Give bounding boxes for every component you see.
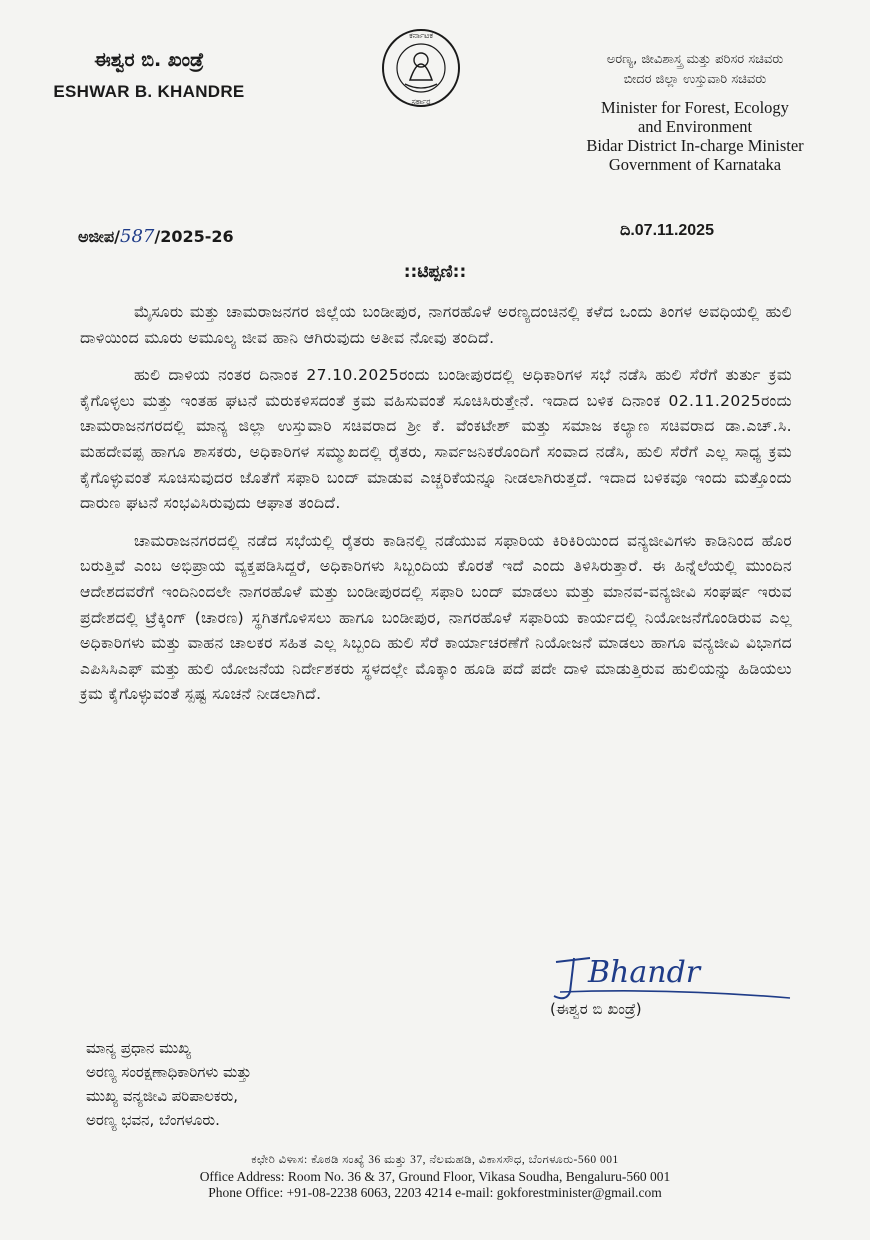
footer-kannada-address: ಕಛೇರಿ ವಿಳಾಸ: ಕೊಠಡಿ ಸಂಖ್ಯೆ 36 ಮತ್ತು 37, ನೆಲಮಹಡಿ, ವಿಕಾಸಸೌಧ, ಬೆಂಗಳೂರು-560 001 (251, 1154, 619, 1166)
emblem-top-text: ಕರ್ನಾಟಕ (409, 31, 433, 40)
addressee-block (86, 1036, 251, 1132)
designation-kannada-2: ಬೀದರ ಜಿಲ್ಲಾ ಉಸ್ತುವಾರಿ ಸಚಿವರು (623, 72, 767, 87)
emblem-bottom-text: ಸರ್ಕಾರ (411, 97, 431, 106)
addressee-line: ಮಾನ್ಯ ಪ್ರಧಾನ ಮುಖ್ಯ (86, 1039, 192, 1057)
reference-number (78, 226, 234, 247)
addressee-line: ಅರಣ್ಯ ಭವನ, ಬೆಂಗಳೂರು. (86, 1111, 220, 1129)
body-paragraph: ಚಾಮರಾಜನಗರದಲ್ಲಿ ನಡೆದ ಸಭೆಯಲ್ಲಿ ರೈತರು ಕಾಡಿನಲ್ಲಿ ನಡೆಯುವ ಸಫಾರಿಯ ಕಿರಿಕಿರಿಯಿಂದ ವನ್ಯಜೀವಿಗಳು ಕಾಡಿನಿಂದ ಹೊರ ಬರುತ್ತಿವೆ ಎಂಬ ಅಭಿಪ್ರಾಯ ವ್ಯಕ್ತಪಡಿಸಿದ್ದರೆ, ಅಧಿಕಾರಿಗಳು ಸಿಬ್ಬಂದಿಯ ಕೊರತೆ ಇದೆ ಎಂದು ತಿಳಿಸಿರುತ್ತಾರೆ. ಈ ಹಿನ್ನೆಲೆಯಲ್ಲಿ ಮುಂದಿನ ಆದೇಶದವರೆಗೆ ಇಂದಿನಿಂದಲೇ ನಾಗರಹೊಳೆ ಮತ್ತು ಬಂಡೀಪುರದಲ್ಲಿ ಸಫಾರಿ ಬಂದ್ ಮಾಡಲು ಮತ್ತು ಮಾನವ-ವನ್ಯಜೀವಿ ಸಂಘರ್ಷ ಇರುವ ಪ್ರದೇಶದಲ್ಲಿ ಟ್ರೆಕ್ಕಿಂಗ್ (ಚಾರಣ) ಸ್ಥಗಿತಗೊಳಿಸಲು ಹಾಗೂ ಬಂಡೀಪುರ, ನಾಗರಹೊಳೆ ಸಫಾರಿಯ ಕಾರ್ಯದಲ್ಲಿ ನಿಯೋಜನೆಗೊಂಡಿರುವ ಎಲ್ಲ ಅಧಿಕಾರಿಗಳು ಮತ್ತು ವಾಹನ ಚಾಲಕರ ಸಹಿತ ಎಲ್ಲ ಸಿಬ್ಬಂದಿ ಹುಲಿ ಸೆರೆ ಕಾರ್ಯಾಚರಣೆಗೆ ನಿಯೋಜನೆ ಮಾಡಲು ಹಾಗೂ ವನ್ಯಜೀವಿ ವಿಭಾಗದ ಎಪಿಸಿಸಿಎಫ್ ಮತ್ತು ಹುಲಿ ಯೋಜನೆಯ ನಿರ್ದೇಶಕರು ಸ್ಥಳದಲ್ಲೇ ಮೊಕ್ಕಾಂ ಹೂಡಿ ಪದೆ ಪದೇ ದಾಳಿ ಮಾಡುತ್ತಿರುವ ಹುಲಿಯನ್ನು ಹಿಡಿಯಲು ಕ್ರಮ ಕೈಗೊಳ್ಳುವಂತೆ ಸ್ಪಷ್ಟ ಸೂಚನೆ ನೀಡಲಾಗಿದೆ. (80, 531, 792, 704)
footer-phone-email: Phone Office: +91-08-2238 6063, 2203 4214 e-mail: gokforestminister@gmail.com (208, 1185, 662, 1200)
designation-english-1: Minister for Forest, Ecology (601, 98, 789, 117)
addressee-line: ಅರಣ್ಯ ಸಂರಕ್ಷಣಾಧಿಕಾರಿಗಳು ಮತ್ತು (86, 1063, 252, 1081)
minister-name-block (24, 48, 274, 102)
designation-english-4: Government of Karnataka (608, 155, 782, 174)
minister-name-english: ESHWAR B. KHANDRE (53, 82, 245, 101)
karnataka-emblem-icon (380, 18, 462, 118)
signature-icon (550, 948, 800, 1008)
body-paragraph: ಹುಲಿ ದಾಳಿಯ ನಂತರ ದಿನಾಂಕ 27.10.2025ರಂದು ಬಂಡೀಪುರದಲ್ಲಿ ಅಧಿಕಾರಿಗಳ ಸಭೆ ನಡೆಸಿ ಹುಲಿ ಸೆರೆಗೆ ತುರ್ತು ಕ್ರಮ ಕೈಗೊಳ್ಳಲು ಮತ್ತು ಇಂತಹ ಘಟನೆ ಮರುಕಳಿಸದಂತೆ ಕ್ರಮ ವಹಿಸುವಂತೆ ಸೂಚಿಸಿರುತ್ತೇನೆ. ಇದಾದ ಬಳಿಕ ದಿನಾಂಕ 02.11.2025ರಂದು ಚಾಮರಾಜನಗರದಲ್ಲಿ ಮಾನ್ಯ ಜಿಲ್ಲಾ ಉಸ್ತುವಾರಿ ಸಚಿವರಾದ ಶ್ರೀ ಕೆ. ವೆಂಕಟೇಶ್ ಮತ್ತು ಸಮಾಜ ಕಲ್ಯಾಣ ಸಚಿವರಾದ ಡಾ.ಎಚ್.ಸಿ. ಮಹದೇವಪ್ಪ ಹಾಗೂ ಶಾಸಕರು, ಅಧಿಕಾರಿಗಳ ಸಮ್ಮುಖದಲ್ಲಿ ರೈತರು, ಸಾರ್ವಜನಿಕರೊಂದಿಗೆ ಸಂವಾದ ನಡೆಸಿ, ಹುಲಿ ಸೆರೆಗೆ ಎಲ್ಲ ಸಾಧ್ಯ ಕ್ರಮ ಕೈಗೊಳ್ಳುವಂತೆ ಸೂಚಿಸುವುದರ ಜೊತೆಗೆ ಸಫಾರಿ ಬಂದ್ ಮಾಡುವ ಎಚ್ಚರಿಕೆಯನ್ನೂ ನೀಡಲಾಗಿರುತ್ತದೆ. ಇದಾದ ಬಳಿಕವೂ ಇಂದು ಮತ್ತೊಂದು ದಾರುಣ ಘಟನೆ ಸಂಭವಿಸಿರುವುದು ಆಘಾತ ತಂದಿದೆ. (80, 366, 792, 513)
body-paragraph: ಮೈಸೂರು ಮತ್ತು ಚಾಮರಾಜನಗರ ಜಿಲ್ಲೆಯ ಬಂಡೀಪುರ, ನಾಗರಹೊಳೆ ಅರಣ್ಯದಂಚಿನಲ್ಲಿ ಕಳೆದ ಒಂದು ತಿಂಗಳ ಅವಧಿಯಲ್ಲಿ ಹುಲಿ ದಾಳಿಯಿಂದ ಮೂರು ಅಮೂಲ್ಯ ಜೀವ ಹಾನಿ ಆಗಿರುವುದು ಅತೀವ ನೋವು ತಂದಿದೆ. (80, 303, 792, 347)
signature-text: Bhandr (588, 955, 701, 990)
reference-handwritten-number: 587 (120, 226, 155, 247)
letter-footer (0, 1152, 870, 1201)
designation-english-2: and Environment (637, 117, 753, 136)
letter-heading: ::ಟಿಪ್ಪಣಿ:: (403, 262, 467, 282)
minister-name-kannada: ಈಶ್ವರ ಬಿ. ಖಂಡ್ರೆ (94, 49, 204, 71)
addressee-line: ಮುಖ್ಯ ವನ್ಯಜೀವಿ ಪರಿಪಾಲಕರು, (86, 1087, 239, 1105)
letter-body (80, 300, 792, 720)
designation-kannada-1: ಅರಣ್ಯ, ಜೀವಿಶಾಸ್ತ್ರ ಮತ್ತು ಪರಿಸರ ಸಚಿವರು (606, 52, 784, 67)
designation-english-3: Bidar District In-charge Minister (586, 136, 804, 155)
reference-prefix: ಅಜೀಪ/ (78, 227, 121, 246)
footer-office-address: Office Address: Room No. 36 & 37, Ground Floor, Vikasa Soudha, Bengaluru-560 001 (199, 1169, 671, 1184)
reference-suffix: /2025-26 (154, 227, 234, 246)
letter-date: ದಿ.07.11.2025 (620, 222, 714, 239)
designation-block (530, 50, 860, 174)
signatory-name: (ಈಶ್ವರ ಬಿ ಖಂಡ್ರೆ) (550, 1000, 642, 1018)
